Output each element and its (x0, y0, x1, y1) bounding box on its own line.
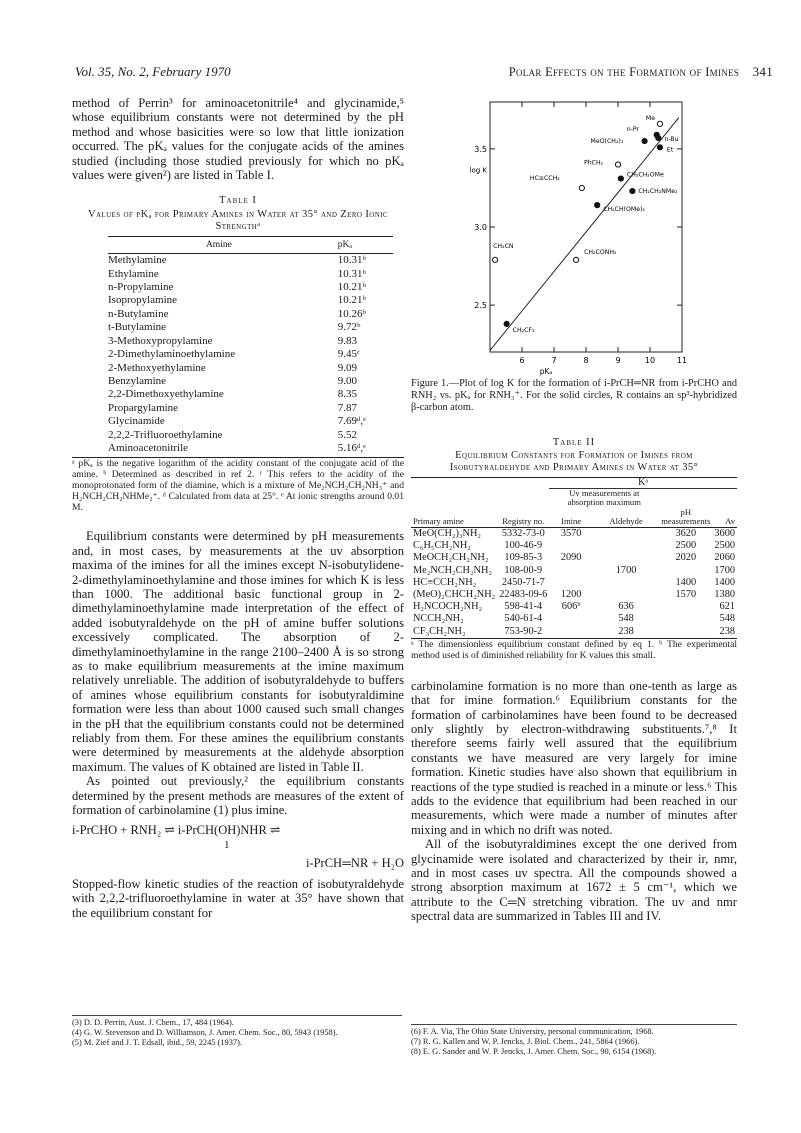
table2-number: Table II (552, 437, 596, 448)
references-right (411, 1024, 737, 1058)
table1 (108, 236, 393, 456)
table2-reg-cell: 109-85-3 (504, 552, 543, 564)
table1-body (108, 254, 393, 456)
table2-av-cell: 1380 (714, 588, 735, 600)
table1-amine-cell: 3-Methoxypropylamine (108, 334, 213, 347)
table1-amine-cell: Isopropylamine (108, 294, 178, 307)
data-point (595, 203, 600, 208)
table1-pka-cell: 9.72ᵇ (337, 321, 361, 334)
table1-pka-cell: 9.09 (337, 361, 357, 374)
point-label: CH₂CH₂OMe (626, 171, 664, 179)
table1-col-amine: Amine (108, 236, 330, 253)
table2-amine-cell: CF₃CH₂NH₂ (413, 625, 466, 637)
table2-ald-cell: 548 (618, 613, 634, 625)
table2-ph-cell (659, 565, 712, 577)
table2-row (411, 601, 737, 613)
table1-amine-cell: Propargylamine (108, 401, 179, 414)
table1-row (108, 281, 393, 294)
data-point (615, 162, 620, 167)
table1-row (108, 308, 393, 321)
table2-ald-cell (593, 577, 659, 589)
table2-k-row (411, 478, 737, 488)
table1-amine-cell: 2-Dimethylaminoethylamine (108, 348, 236, 361)
table2-ph-cell (659, 601, 712, 613)
paragraph-isobutyraldimines: All of the isobutyraldimines except the one derived from glycinamide were isolated and characterized by their ir, nmr, and in most cases uv spectra. All the compounds showed a strong absorption maximum at 1672 ± 5 cm⁻¹, which we attribute to the C═N stretching vibration. The uv and nmr spectral data are summarized in Tables III and IV. (411, 837, 737, 924)
table1-footnote: ᵃ pKₐ is the negative logarithm of the acidity constant of the conjugate acid of the amine. ᵇ Determined as described in ref 2. ᶜ This refers to the acidity of the monoprotonated form of the diamine, which is a mixture of Me₂NCH₂CH₂NH₃⁺ and H₂NCH₂CH₂NHMe₂⁺. ᵈ Calculated from data at 25°. ᵉ At ionic strengths around 0.01 M. (72, 458, 404, 514)
table1-row (108, 375, 393, 388)
y-tick-label: 2.5 (474, 301, 487, 311)
table1-amine-cell: Glycinamide (108, 415, 165, 428)
table2-col-ph: pH measurements (661, 506, 711, 527)
running-header-left: Vol. 35, No. 2, February 1970 (75, 64, 231, 79)
table2-ph-cell (659, 613, 712, 625)
table1-amine-cell: n-Propylamine (108, 281, 174, 294)
x-tick-label: 11 (676, 356, 688, 365)
table1-row (108, 335, 393, 348)
table2-av-cell: 621 (719, 601, 735, 613)
point-label: CH₂CH(OMe)₂ (603, 206, 645, 214)
table2-ph-cell (659, 626, 712, 638)
table1-pka-cell: 5.52 (337, 428, 357, 441)
intro-paragraph: method of Perrin³ for aminoacetonitrile⁴ and glycinamide,⁵ whose equilibrium constants were not determined by the pH method and whose basicities were so low that little ionization occurred. The pKₐ values for the conjugate acids of the amines studied (including those studied previously for which no pKₐ values were given²) are listed in Table I. (72, 96, 404, 183)
table1-row (108, 402, 393, 415)
point-label: PhCH₂ (584, 159, 604, 167)
y-axis-label: log K (469, 166, 487, 175)
table2-imine-cell: 3570 (560, 527, 582, 539)
table2-ph-cell: 1400 (675, 576, 697, 588)
figure-1-chart (460, 96, 692, 376)
running-header-right (509, 64, 773, 80)
table2-col-imine: Imine (561, 516, 582, 527)
table1-number: Table I (219, 195, 257, 207)
table2-caption: Equilibrium Constants for Formation of Imines from Isobutyraldehyde and Primary Amines in Water at 35° (449, 450, 699, 474)
table2-ph-cell: 2500 (675, 540, 697, 552)
point-label: CH₂CH₂NMe₂ (638, 188, 678, 196)
table1-row (108, 362, 393, 375)
table1-row (108, 294, 393, 307)
table2-row (411, 540, 737, 552)
table2-footnote: ᵃ The dimensionless equilibrium constant defined by eq 1. ᵇ The experimental method used is of diminished reliability for K values this small. (411, 638, 737, 661)
table1-pka-cell: 9.83 (337, 334, 357, 347)
x-tick-label: 9 (615, 356, 621, 365)
running-title: Polar Effects on the Formation of Imines (508, 65, 740, 79)
table2-row (411, 626, 737, 638)
table2-col-registry: Registry no. (502, 516, 545, 527)
table1-row (108, 254, 393, 268)
point-label: Me (645, 114, 656, 122)
table2-k-header: Kᵃ (549, 478, 737, 488)
table2-imine-cell (549, 626, 593, 638)
table1-row (108, 442, 393, 455)
references-left (72, 1015, 402, 1049)
reference-8: (8) E. G. Sander and W. P. Jencks, J. Amer. Chem. Soc., 90, 6154 (1968). (411, 1047, 657, 1057)
table2-imine-cell (549, 565, 593, 577)
table2-reg-cell: 5332-73-0 (501, 527, 545, 539)
table1-pka-cell: 10.21ᵇ (337, 281, 366, 294)
table2-ph-cell: 2020 (675, 552, 697, 564)
x-tick-label: 8 (583, 356, 589, 365)
paragraph-carbinolamine: carbinolamine formation is no more than one-tenth as large as that for imine formation.⁶ Equilibrium constants for the formation of carbinolamines have been found to be decreased only slightly by electron-withdrawing substituents.⁷,⁸ It therefore seems fairly well assured that the equilibrium constants we have measured are very largely for imine formation. Kinetic studies have also shown that equilibrium in reactions of the type studied is reached in a minute or less.⁶ This adds to the evidence that equilibrium had been reached in our measurements, which were made a number of minutes after mixing and in which no drift was noted. (411, 678, 737, 837)
table1-amine-cell: Methylamine (108, 254, 167, 267)
table1-row (108, 388, 393, 401)
table2-av-cell: 1700 (714, 564, 735, 576)
table2-row (411, 577, 737, 589)
table2-av-cell: 3600 (714, 527, 735, 539)
table2-amine-cell: MeOCH₂CH₂NH₂ (413, 552, 489, 564)
point-label: CH₂CF₃ (512, 326, 535, 334)
point-label: CH₂CN (493, 242, 514, 250)
point-label: HC≡CCH₂ (529, 174, 560, 182)
paragraph-equilibrium: Equilibrium constants were determined by pH measurements and, in most cases, by measurements at the uv absorption maxima of the imines for all the imines except N-isobutylidene-2-dimethylaminoethylamine and those imines for which K is less than 1000. The additional basic functional group in 2-dimethylaminoethylamine made interpretation of the effect of added isobutyraldehyde on the pH of amine buffer solutions excessively complicated. The absorption of 2-dimethylaminoethylamine in the range 2100–2400 Å is so strong as to make equilibrium measurements at the imine maximum relatively unreliable. The addition of isobutyraldehyde to buffers of amines whose equilibrium constants for isobutyraldimine formation were less than about 1000 caused such small changes in the pH that the equilibrium constants could not be determined reliably from them. For these amines the equilibrium constants were determined by measurements at the aldehyde absorption maximum. The values of K obtained are listed in Table II. (72, 529, 404, 774)
table2-row (411, 552, 737, 564)
point-label: MeO(CH₂)₃ (590, 138, 624, 146)
table2-imine-cell (549, 540, 593, 552)
table1-pka-cell: 9.00 (337, 374, 357, 387)
table2-amine-cell: H₂NCOCH₂NH₂ (413, 601, 483, 613)
table2-row (411, 589, 737, 601)
equation-1 (72, 823, 404, 870)
table2-row (411, 565, 737, 577)
table2-amine-cell: C₆H₅CH₂NH₂ (413, 540, 471, 552)
equation-line-2: i-PrCH═NR + H₂O (305, 856, 404, 871)
data-point (573, 257, 578, 262)
table2-imine-cell: 1200 (560, 588, 582, 600)
table2-av-cell: 1400 (714, 576, 735, 588)
table2-av-cell: 548 (719, 613, 735, 625)
x-tick-label: 7 (551, 356, 557, 365)
table2-reg-cell: 108-00-9 (504, 564, 543, 576)
reference-5: (5) M. Zief and J. T. Edsall, ibid., 59, 2245 (1937). (72, 1038, 242, 1048)
table2-ald-cell: 1700 (615, 564, 637, 576)
fit-line (490, 118, 679, 351)
table2-imine-cell (549, 577, 593, 589)
table2-ph-cell: 1570 (675, 588, 697, 600)
table1-pka-cell: 7.69ᵈ,ᵉ (337, 415, 366, 428)
table2-reg-cell: 100-46-9 (504, 540, 543, 552)
table2-av-cell: 238 (719, 625, 735, 637)
table1-amine-cell: 2,2,2-Trifluoroethylamine (108, 428, 223, 441)
table2-row (411, 527, 737, 540)
right-column (411, 378, 737, 924)
figure-1-caption: Figure 1.—Plot of log K for the formation of i-PrCH═NR from i-PrCHO and RNH₂ vs. pKₐ for RNH₃⁺. For the solid circles, R contains an sp³-hybridized β-carbon atom. (411, 378, 737, 413)
table2-ph-cell: 3620 (675, 527, 697, 539)
table1-amine-cell: Aminoacetonitrile (108, 441, 189, 454)
data-point (657, 121, 662, 126)
table1-amine-cell: n-Butylamine (108, 307, 169, 320)
x-axis-label: pKₐ (539, 367, 553, 376)
table1-amine-cell: Ethylamine (108, 267, 159, 280)
table1-row (108, 348, 393, 361)
table1-pka-cell: 5.16ᵈ,ᵉ (337, 441, 366, 454)
table2-row (411, 613, 737, 625)
table2-body (411, 527, 737, 637)
reference-7: (7) R. G. Kallen and W. P. Jencks, J. Biol. Chem., 241, 5864 (1966). (411, 1037, 640, 1047)
reference-3: (3) D. D. Perrin, Aust. J. Chem., 17, 484 (1964). (72, 1018, 234, 1027)
left-column (72, 96, 404, 920)
table1-pka-cell: 9.45ᶜ (337, 348, 360, 361)
table1-amine-cell: t-Butylamine (108, 321, 167, 334)
paragraph-pointed-out: As pointed out previously,² the equilibrium constants determined by the present methods are measures of the extent of formation of carbinolamine (1) plus imine. (72, 774, 404, 818)
table1-amine-cell: Benzylamine (108, 374, 167, 387)
table2-imine-cell: 606ᵇ (561, 601, 581, 613)
table2-uv-row (411, 488, 737, 508)
table1-pka-cell: 10.31ᵇ (337, 267, 366, 280)
table1-pka-cell: 10.26ᵇ (337, 307, 366, 320)
table2-col-av: Av (725, 516, 735, 527)
data-point (618, 176, 623, 181)
reference-4: (4) G. W. Stevenson and D. Williamson, J. Amer. Chem. Soc., 80, 5943 (1958). (72, 1028, 338, 1038)
table2-ald-cell (593, 589, 659, 601)
x-tick-label: 10 (644, 356, 656, 365)
table1-pka-cell: 10.21ᵇ (337, 294, 366, 307)
point-label: Et (666, 146, 674, 154)
data-point (657, 145, 662, 150)
table2-reg-cell: 540-61-4 (504, 613, 543, 625)
table1-row (108, 429, 393, 442)
table2-amine-cell: HC≡CCH₂NH₂ (413, 576, 477, 588)
table2-uv-header: Uv measurements at absorption maximum (567, 487, 641, 508)
table2-reg-cell: 2450-71-7 (501, 576, 545, 588)
paragraph-stopped-flow: Stopped-flow kinetic studies of the reaction of isobutyraldehyde with 2,2,2-trifluoroethylamine in water at 35° have shown that the equilibrium constant for (72, 876, 404, 920)
data-point (656, 135, 661, 140)
table2-imine-cell: 2090 (560, 552, 582, 564)
table2-header-row (411, 508, 737, 528)
data-point (579, 185, 584, 190)
point-label: CH₂CONH₂ (584, 248, 617, 256)
table1-amine-cell: 2,2-Dimethoxyethylamine (108, 388, 224, 401)
table2-amine-cell: (MeO)₂CHCH₂NH₂ (413, 588, 496, 600)
x-tick-label: 6 (519, 356, 525, 365)
table2-av-cell: 2500 (714, 540, 735, 552)
table1-amine-cell: 2-Methoxyethylamine (108, 361, 206, 374)
point-label: n-Pr (626, 125, 640, 133)
table2-amine-cell: MeO(CH₂)₃NH₂ (413, 527, 481, 539)
table1-pka-cell: 10.31ᵇ (337, 254, 366, 267)
table1-row (108, 415, 393, 428)
table2-reg-cell: 753-90-2 (504, 625, 543, 637)
table1-row (108, 268, 393, 281)
reference-6: (6) F. A. Via, The Ohio State University, personal communication, 1968. (411, 1027, 654, 1036)
data-point (504, 321, 509, 326)
data-point (493, 257, 498, 262)
data-point (630, 188, 635, 193)
table2-av-cell: 2060 (714, 552, 735, 564)
table1-pka-cell: 8.35 (337, 388, 357, 401)
table1-pka-cell: 7.87 (337, 401, 357, 414)
table2-reg-cell: 22483-09-6 (499, 588, 548, 600)
table2-reg-cell: 598-41-4 (504, 601, 543, 613)
table2-col-aldehyde: Aldehyde (609, 516, 643, 527)
data-point (642, 138, 647, 143)
equation-line-1: i-PrCHO + RNH₂ ⇌ i-PrCH(OH)NHR ⇌ (72, 823, 281, 838)
table2-imine-cell (549, 613, 593, 625)
table1-col-pka: pKₐ (330, 236, 393, 253)
equation-number: 1 (224, 838, 230, 851)
y-tick-label: 3.0 (474, 223, 487, 232)
table2-ald-cell (593, 527, 659, 540)
table2-amine-cell: Me₂NCH₂CH₂NH₂ (413, 564, 493, 576)
point-label: n-Bu (664, 135, 679, 143)
y-tick-label: 3.5 (474, 144, 487, 154)
table2-ald-cell (593, 540, 659, 552)
page-number: 341 (752, 64, 773, 79)
table2-ald-cell (593, 552, 659, 564)
table2-col-amine: Primary amine (413, 516, 464, 527)
table2-ald-cell: 636 (618, 601, 634, 613)
table2-ald-cell: 238 (618, 625, 634, 637)
table2-amine-cell: NCCH₂NH₂ (413, 613, 464, 625)
table1-caption: Values of pKₐ for Primary Amines in Water at 35° and Zero Ionic Strengthᵃ (87, 208, 389, 232)
table1-header-row (108, 236, 393, 253)
table1-row (108, 321, 393, 334)
table2 (411, 478, 737, 637)
